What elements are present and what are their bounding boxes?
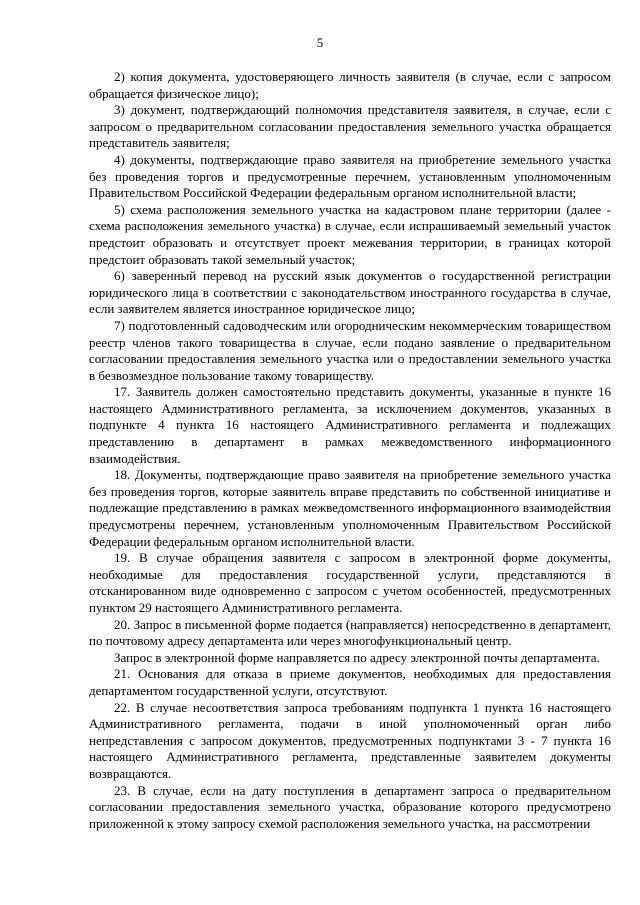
paragraph-item-5: 5) схема расположения земельного участка на кадастровом плане территории (далее - схема расположения земельного участка) в случае, если испрашиваемый земельный участок предстоит образовать и отсутствует проект межевания территории, в границах которой предстоит образовать такой земельный участок; <box>89 201 611 267</box>
document-body <box>89 69 611 832</box>
paragraph-item-4: 4) документы, подтверждающие право заявителя на приобретение земельного участка без проведения торгов и предусмотренные перечнем, установленным уполномоченным Правительством Российской Федерации федеральным органом исполнительной власти; <box>89 151 611 201</box>
paragraph-clause-21: 21. Основания для отказа в приеме документов, необходимых для предоставления департаментом государственной услуги, отсутствуют. <box>89 666 611 698</box>
paragraph-item-2: 2) копия документа, удостоверяющего личность заявителя (в случае, если с запросом обращается физическое лицо); <box>89 69 611 101</box>
paragraph-item-6: 6) заверенный перевод на русский язык документов о государственной регистрации юридического лица в соответствии с законодательством иностранного государства в случае, если заявителем является иностранное юридическое лицо; <box>89 268 611 317</box>
paragraph-clause-19: 19. В случае обращения заявителя с запросом в электронной форме документы, необходимые для предоставления государственной услуги, представляются в отсканированном виде одновременно с запросом с учетом особенностей, предусмотренных пунктом 29 настоящего Административного регламента. <box>89 550 611 615</box>
paragraph-item-7: 7) подготовленный садоводческим или огородническим некоммерческим товариществом реестр членов такого товарищества в случае, если подано заявление о предварительном согласовании предоставления земельного участка или о предоставлении земельного участка в безвозмездное пользование такому товариществу. <box>89 317 611 383</box>
paragraph-clause-23: 23. В случае, если на дату поступления в департамент запроса о предварительном согласовании предоставления земельного участка, образование которого предусмотрено приложенной к этому запросу схемой расположения земельного участка, на рассмотрении <box>89 782 611 831</box>
paragraph-clause-17: 17. Заявитель должен самостоятельно представить документы, указанные в пункте 16 настоящего Административного регламента, за исключением документов, указанных в подпункте 4 пункта 16 настоящего Административного регламента и подлежащих представлению в департамент в рамках межведомственного информационного взаимодействия. <box>89 384 611 466</box>
paragraph-clause-20-email: Запрос в электронной форме направляется по адресу электронной почты департамента. <box>114 649 600 665</box>
paragraph-clause-22: 22. В случае несоответствия запроса требованиям подпункта 1 пункта 16 настоящего Административного регламента, подачи в иной уполномоченный орган либо непредставления с запросом документов, предусмотренных подпунктами 3 - 7 пункта 16 настоящего Административного регламента, представленные заявителем документы возвращаются. <box>89 699 611 781</box>
paragraph-item-3: 3) документ, подтверждающий полномочия представителя заявителя, в случае, если с запросом о предварительном согласовании предоставления земельного участка обращается представитель заявителя; <box>89 102 611 151</box>
paragraph-clause-18: 18. Документы, подтверждающие право заявителя на приобретение земельного участка без проведения торгов, которые заявитель вправе представить по собственной инициативе и подлежащие представлению в рамках межведомственного информационного взаимодействия предусмотрены перечнем, установленным уполномоченным Правительством Российской Федерации федеральным органом исполнительной власти. <box>89 467 611 549</box>
page-number: 5 <box>316 35 324 50</box>
paragraph-clause-20: 20. Запрос в письменной форме подается (направляется) непосредственно в департамент, по почтовому адресу департамента или через многофункциональный центр. <box>89 616 611 649</box>
